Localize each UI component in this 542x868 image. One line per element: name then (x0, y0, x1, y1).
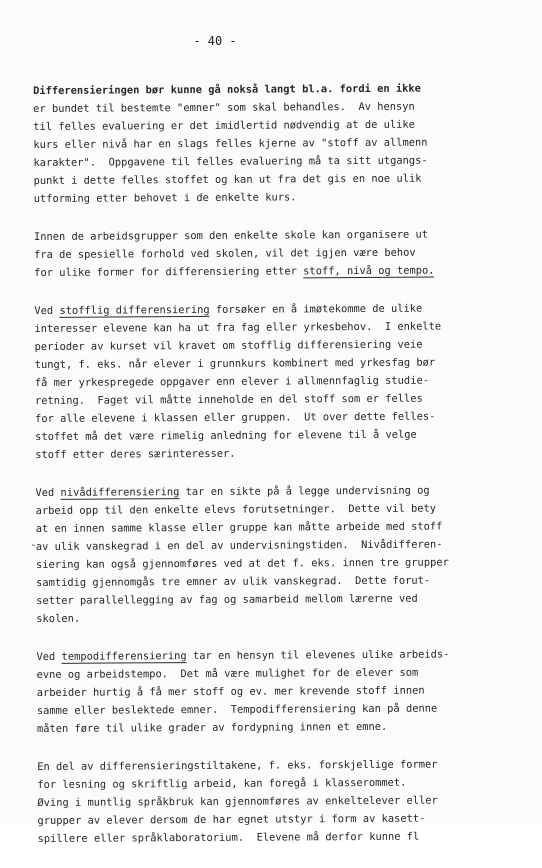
text-segment: fra de spesielle forhold ved skolen, vil det igjen være behov (34, 246, 416, 261)
paragraph (34, 299, 535, 464)
paragraph (36, 645, 537, 738)
document-body (33, 79, 538, 868)
text-line (34, 187, 534, 208)
underlined-term: stofflig differensiering (59, 303, 210, 317)
text-segment: En del av differensieringstiltakene, f. eks. forskjellige former (37, 758, 438, 773)
paragraph (33, 79, 534, 208)
text-segment: måten føre til ulike grader av fordypning innen et emne. (36, 720, 388, 735)
text-segment: arbeider hurtig å få mer stoff og ev. mer krevende stoff innen (36, 684, 425, 699)
text-line (37, 717, 537, 738)
text-segment: for lesning og skriftlig arbeid, kan foregå i klasserommet. (37, 776, 407, 791)
paragraph (37, 755, 538, 848)
text-segment: grupper av elever dersom de har egnet utstyr i form av kasett- (37, 812, 426, 827)
text-segment: forsøker en å imøtekomme de ulike (209, 302, 423, 316)
text-segment: til felles evaluering er det imidlertid nødvendig at de ulike (33, 118, 415, 133)
text-segment: setter parallellegging av fag og samarbeid mellom lærerne ved (36, 592, 418, 607)
underlined-term: stoff, nivå og tempo. (303, 264, 435, 278)
text-line (38, 827, 538, 848)
margin-mark: - (30, 538, 37, 551)
text-segment: Øving i muntlig språkbruk kan gjennomføres av enkeltelever eller (37, 794, 438, 809)
text-segment: samtidig gjennomgås tre emner av ulik vanskegrad. Dette forut- (36, 574, 431, 589)
text-segment: Innen de arbeidsgrupper som den enkelte skole kan organisere ut (33, 228, 429, 243)
paragraph (34, 225, 534, 282)
text-segment: for ulike former for differensiering etter (34, 265, 304, 279)
text-segment: tar en sikte på å legge undervisning og (179, 484, 430, 499)
text-segment: arbeid opp til den enkelte elevs forutsetninger. Dette vil bety (35, 502, 437, 517)
text-segment: av ulik vanskegrad i en del av undervisningstiden. Nivådifferen- (35, 538, 443, 553)
text-segment: stoff etter deres særinteresser. (35, 447, 236, 461)
text-segment: skolen. (36, 612, 81, 625)
text-line (34, 261, 534, 282)
text-segment: siering kan også gjennomføres ved at det f. eks. innen tre grupper (35, 556, 449, 571)
text-segment: få mer yrkespregede oppgaver enn elever i allmennfaglig studie- (34, 374, 429, 389)
text-segment: for alle elevene i klassen eller gruppen. Ut over dette felles- (35, 410, 436, 425)
paragraph (35, 481, 536, 628)
text-segment: Ved (34, 304, 60, 317)
text-segment: Ved (35, 486, 61, 499)
text-line (36, 607, 536, 628)
text-segment: spillere eller språklaboratorium. Elevene må derfor kunne fl (37, 830, 420, 845)
text-segment: kurs eller nivå har en slags felles kjerne av "stoff av allmenn (33, 136, 428, 151)
text-segment: karakter". Oppgavene til felles evaluering må ta sitt utgangs- (33, 154, 428, 169)
text-segment: er bundet til bestemte "emner" som skal behandles. Av hensyn (33, 100, 415, 115)
page-number: - 40 - (193, 34, 237, 48)
text-line (35, 443, 535, 464)
text-segment: punkt i dette felles stoffet og kan ut fra det gis en noe ulik (33, 172, 422, 187)
text-segment: tungt, f. eks. når elever i grunnkurs kombinert med yrkesfag bør (34, 356, 436, 371)
text-segment: perioder av kurset vil kravet om stofflig differensiering veie (34, 338, 423, 353)
underlined-term: tempodifferensiering (61, 650, 187, 663)
text-segment: stoffet må det være rimelig anledning for elevene til å velge (35, 428, 417, 443)
text-segment: Ved (36, 650, 62, 663)
text-segment: evne og arbeidstempo. Det må være mulighet for de elever som (36, 666, 419, 681)
text-segment: Differensieringen bør kunne gå nokså langt bl.a. fordi en ikke (33, 82, 421, 97)
text-segment: utforming etter behovet i de enkelte kurs. (33, 191, 297, 205)
text-segment: retning. Faget vil måtte inneholde en del stoff som er felles (34, 392, 423, 407)
underlined-term: nivådifferensiering (60, 486, 180, 499)
text-segment: tar en hensyn til elevenes ulike arbeids- (186, 648, 450, 663)
text-segment: interesser elevene kan ha ut fra fag eller yrkesbehov. I enkelte (34, 320, 442, 335)
text-segment: samme eller beslektede emner. Tempodifferensiering kan på denne (36, 702, 438, 717)
text-segment: at en innen samme klasse eller gruppe kan måtte arbeide med stoff (35, 520, 443, 535)
